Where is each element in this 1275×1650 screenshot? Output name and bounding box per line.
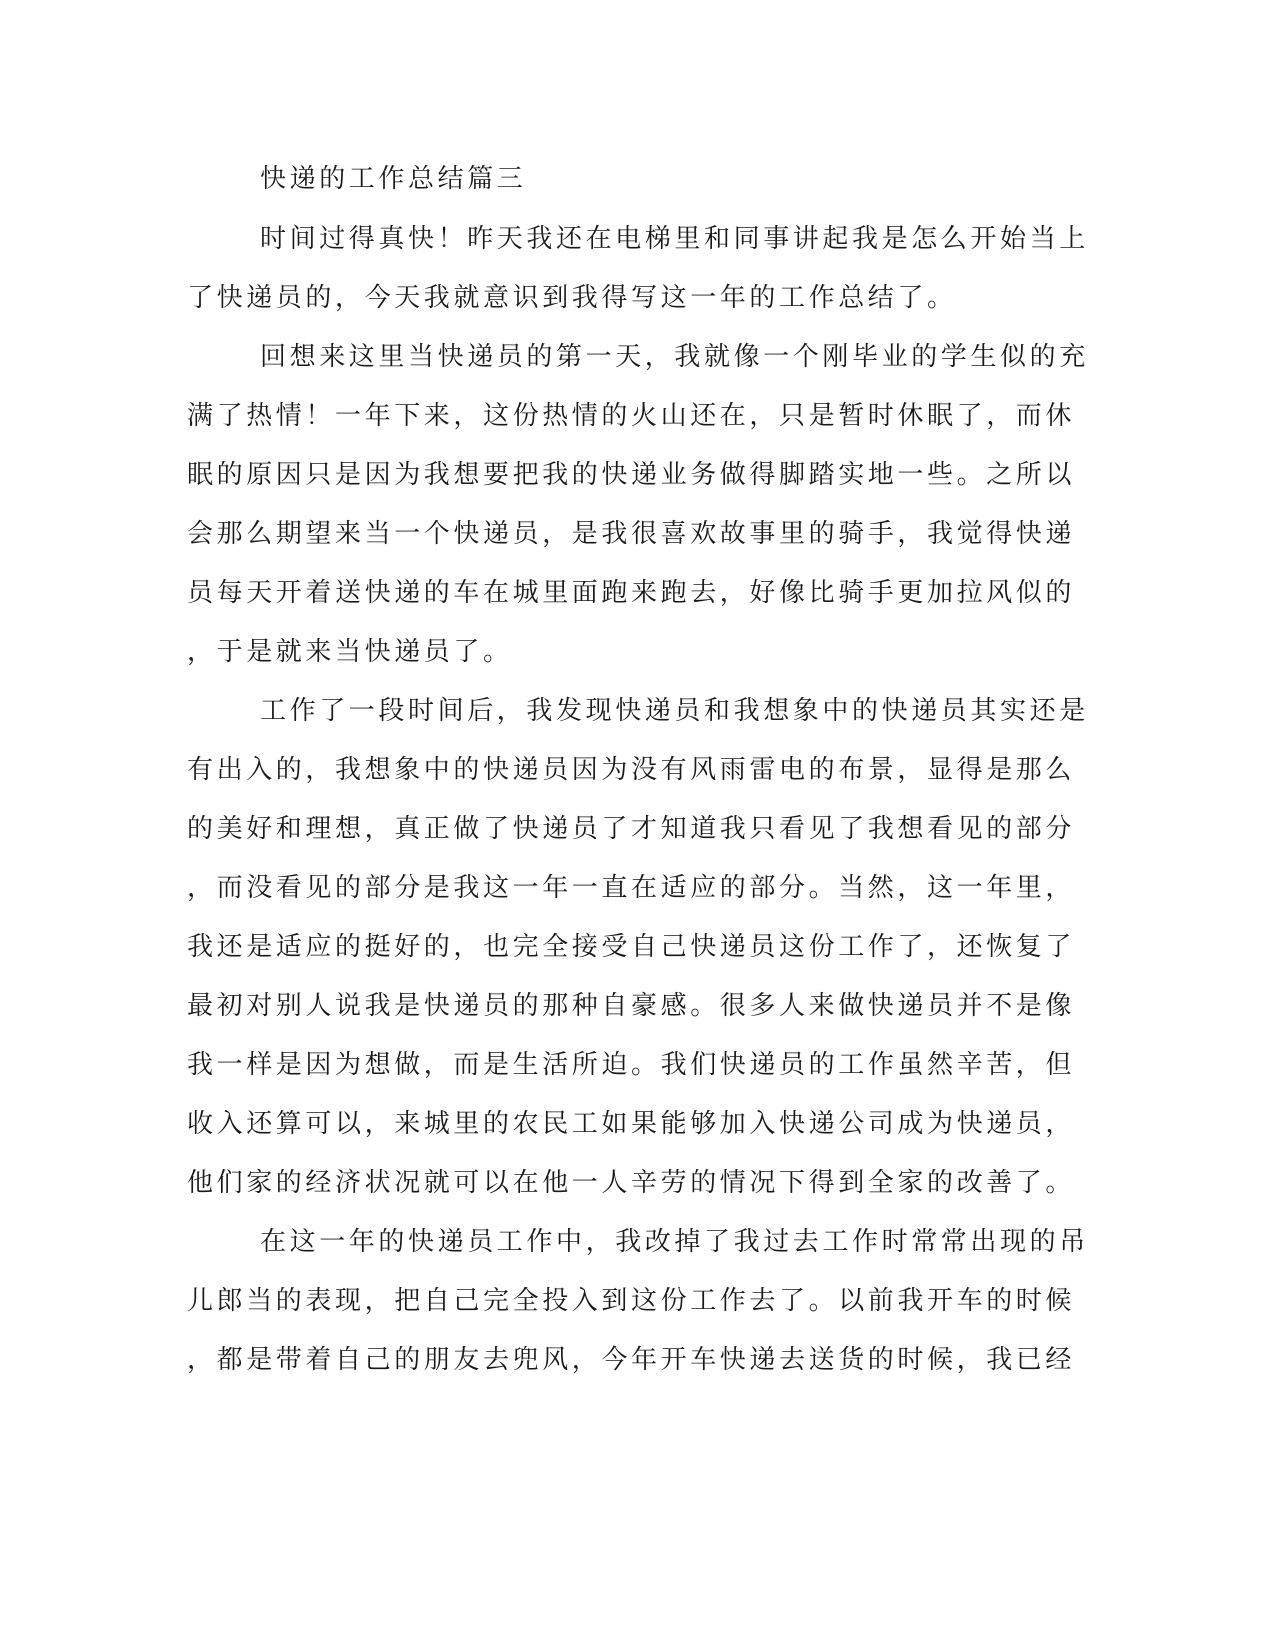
paragraph-2-line-1: 回想来这里当快递员的第一天，我就像一个刚毕业的学生似的充: [260, 342, 1089, 372]
paragraph-2-line-2: 满了热情！一年下来，这份热情的火山还在，只是暂时休眠了，而休: [187, 401, 1076, 431]
paragraph-3-line-5: 我还是适应的挺好的，也完全接受自己快递员这份工作了，还恢复了: [187, 932, 1076, 962]
paragraph-1-line-1: 时间过得真快！昨天我还在电梯里和同事讲起我是怎么开始当上: [260, 224, 1089, 254]
paragraph-3-line-1: 工作了一段时间后，我发现快递员和我想象中的快递员其实还是: [260, 696, 1089, 726]
paragraph-2-line-3: 眠的原因只是因为我想要把我的快递业务做得脚踏实地一些。之所以: [187, 460, 1076, 490]
document-heading: 快递的工作总结篇三: [260, 164, 527, 194]
paragraph-4-line-2: 儿郎当的表现，把自己完全投入到这份工作去了。以前我开车的时候: [187, 1286, 1076, 1316]
paragraph-2-line-4: 会那么期望来当一个快递员，是我很喜欢故事里的骑手，我觉得快递: [187, 519, 1076, 549]
paragraph-3-line-3: 的美好和理想，真正做了快递员了才知道我只看见了我想看见的部分: [187, 814, 1076, 844]
paragraph-3-line-7: 我一样是因为想做，而是生活所迫。我们快递员的工作虽然辛苦，但: [187, 1050, 1076, 1080]
paragraph-3-line-4: ，而没看见的部分是我这一年一直在适应的部分。当然，这一年里，: [187, 873, 1076, 903]
paragraph-2-line-5: 员每天开着送快递的车在城里面跑来跑去，好像比骑手更加拉风似的: [187, 578, 1076, 608]
paragraph-3-line-2: 有出入的，我想象中的快递员因为没有风雨雷电的布景，显得是那么: [187, 755, 1076, 785]
paragraph-3-line-9: 他们家的经济状况就可以在他一人辛劳的情况下得到全家的改善了。: [187, 1168, 1076, 1198]
paragraph-2-line-6: ，于是就来当快递员了。: [187, 637, 513, 667]
paragraph-3-line-6: 最初对别人说我是快递员的那种自豪感。很多人来做快递员并不是像: [187, 991, 1076, 1021]
paragraph-4-line-3: ，都是带着自己的朋友去兜风，今年开车快递去送货的时候，我已经: [187, 1345, 1076, 1375]
paragraph-4-line-1: 在这一年的快递员工作中，我改掉了我过去工作时常常出现的吊: [260, 1227, 1089, 1257]
paragraph-3-line-8: 收入还算可以，来城里的农民工如果能够加入快递公司成为快递员，: [187, 1109, 1076, 1139]
paragraph-1-line-2: 了快递员的，今天我就意识到我得写这一年的工作总结了。: [187, 283, 957, 313]
